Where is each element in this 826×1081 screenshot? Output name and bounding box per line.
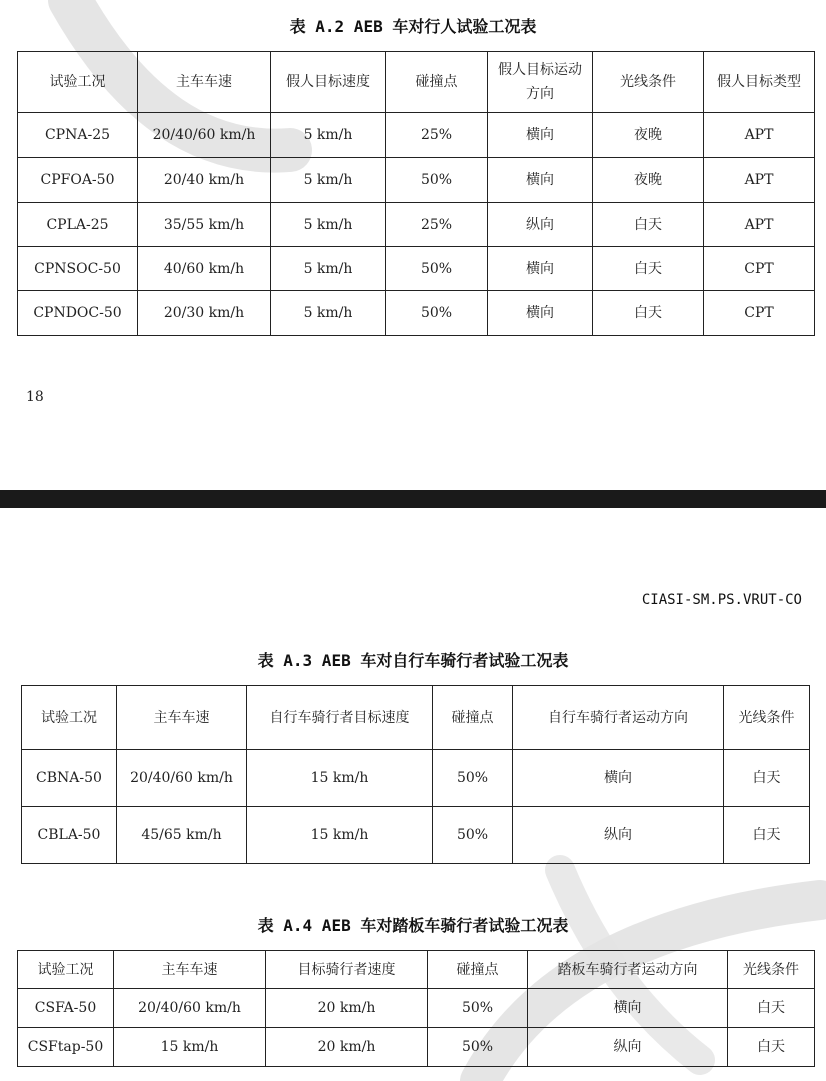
header-cyclist-direction: 自行车骑行者运动方向 — [513, 686, 724, 750]
header-cyclist-speed: 自行车骑行者目标速度 — [247, 686, 433, 750]
table-row — [18, 158, 815, 203]
header-lighting: 光线条件 — [593, 52, 704, 113]
cell: 50% — [386, 291, 488, 336]
cell: 20 km/h — [266, 1028, 428, 1067]
cell: APT — [704, 113, 815, 158]
header-impact-point: 碰撞点 — [386, 52, 488, 113]
cell: CPNSOC-50 — [18, 247, 138, 291]
table-a3 — [21, 685, 810, 864]
cell: 白天 — [593, 247, 704, 291]
cell: 25% — [386, 203, 488, 247]
cell: 白天 — [724, 807, 810, 864]
cell: CSFA-50 — [18, 989, 114, 1028]
cell: 5 km/h — [271, 113, 386, 158]
table-a4-caption: 表 A.4 AEB 车对踏板车骑行者试验工况表 — [257, 916, 569, 935]
cell: 50% — [433, 750, 513, 807]
cell: 15 km/h — [247, 807, 433, 864]
header-test-condition: 试验工况 — [22, 686, 117, 750]
cell: 夜晚 — [593, 113, 704, 158]
cell: 50% — [428, 989, 528, 1028]
cell: 纵向 — [513, 807, 724, 864]
table-row — [18, 113, 815, 158]
cell: 白天 — [728, 989, 815, 1028]
cell: 白天 — [593, 291, 704, 336]
cell: 15 km/h — [114, 1028, 266, 1067]
cell: 横向 — [528, 989, 728, 1028]
header-test-condition: 试验工况 — [18, 52, 138, 113]
table-a2-header-row — [18, 52, 815, 113]
cell: 20/40/60 km/h — [114, 989, 266, 1028]
header-host-speed: 主车车速 — [114, 951, 266, 989]
cell: 15 km/h — [247, 750, 433, 807]
cell: 50% — [428, 1028, 528, 1067]
cell: CSFtap-50 — [18, 1028, 114, 1067]
table-a2-caption: 表 A.2 AEB 车对行人试验工况表 — [289, 17, 537, 36]
table-row — [18, 203, 815, 247]
cell: 40/60 km/h — [138, 247, 271, 291]
page-divider — [0, 490, 826, 508]
header-dummy-type: 假人目标类型 — [704, 52, 815, 113]
cell: 白天 — [593, 203, 704, 247]
cell: 50% — [386, 158, 488, 203]
header-impact-point: 碰撞点 — [433, 686, 513, 750]
table-a4 — [17, 950, 815, 1067]
cell: 20/40/60 km/h — [138, 113, 271, 158]
cell: CPT — [704, 291, 815, 336]
cell: CBLA-50 — [22, 807, 117, 864]
cell: 横向 — [488, 158, 593, 203]
cell: 20/40/60 km/h — [117, 750, 247, 807]
cell: 白天 — [728, 1028, 815, 1067]
header-rider-speed: 目标骑行者速度 — [266, 951, 428, 989]
table-row — [22, 807, 810, 864]
table-row — [18, 1028, 815, 1067]
table-row — [22, 750, 810, 807]
header-impact-point: 碰撞点 — [428, 951, 528, 989]
cell: 纵向 — [528, 1028, 728, 1067]
cell: CPT — [704, 247, 815, 291]
cell: 20 km/h — [266, 989, 428, 1028]
table-a2 — [17, 51, 815, 336]
cell: CPNA-25 — [18, 113, 138, 158]
header-scooter-direction: 踏板车骑行者运动方向 — [528, 951, 728, 989]
cell: 夜晚 — [593, 158, 704, 203]
cell: 25% — [386, 113, 488, 158]
header-lighting: 光线条件 — [728, 951, 815, 989]
header-test-condition: 试验工况 — [18, 951, 114, 989]
cell: 5 km/h — [271, 203, 386, 247]
cell: CPFOA-50 — [18, 158, 138, 203]
table-a4-header-row — [18, 951, 815, 989]
table-a3-header-row — [22, 686, 810, 750]
cell: 横向 — [488, 291, 593, 336]
cell: APT — [704, 158, 815, 203]
cell: 45/65 km/h — [117, 807, 247, 864]
header-dummy-direction: 假人目标运动方向 — [488, 52, 593, 113]
table-a3-caption: 表 A.3 AEB 车对自行车骑行者试验工况表 — [257, 651, 569, 670]
cell: 5 km/h — [271, 158, 386, 203]
cell: 纵向 — [488, 203, 593, 247]
cell: APT — [704, 203, 815, 247]
document-code: CIASI-SM.PS.VRUT-CO — [641, 592, 802, 608]
cell: 20/40 km/h — [138, 158, 271, 203]
page-number: 18 — [26, 389, 44, 405]
table-row — [18, 989, 815, 1028]
cell: 5 km/h — [271, 247, 386, 291]
header-dummy-speed: 假人目标速度 — [271, 52, 386, 113]
table-row — [18, 247, 815, 291]
cell: 50% — [433, 807, 513, 864]
header-lighting: 光线条件 — [724, 686, 810, 750]
header-host-speed: 主车车速 — [117, 686, 247, 750]
table-row — [18, 291, 815, 336]
cell: 5 km/h — [271, 291, 386, 336]
cell: 20/30 km/h — [138, 291, 271, 336]
cell: 白天 — [724, 750, 810, 807]
cell: 横向 — [488, 113, 593, 158]
cell: 50% — [386, 247, 488, 291]
cell: 横向 — [488, 247, 593, 291]
cell: 横向 — [513, 750, 724, 807]
header-host-speed: 主车车速 — [138, 52, 271, 113]
cell: CPNDOC-50 — [18, 291, 138, 336]
cell: CBNA-50 — [22, 750, 117, 807]
cell: 35/55 km/h — [138, 203, 271, 247]
cell: CPLA-25 — [18, 203, 138, 247]
